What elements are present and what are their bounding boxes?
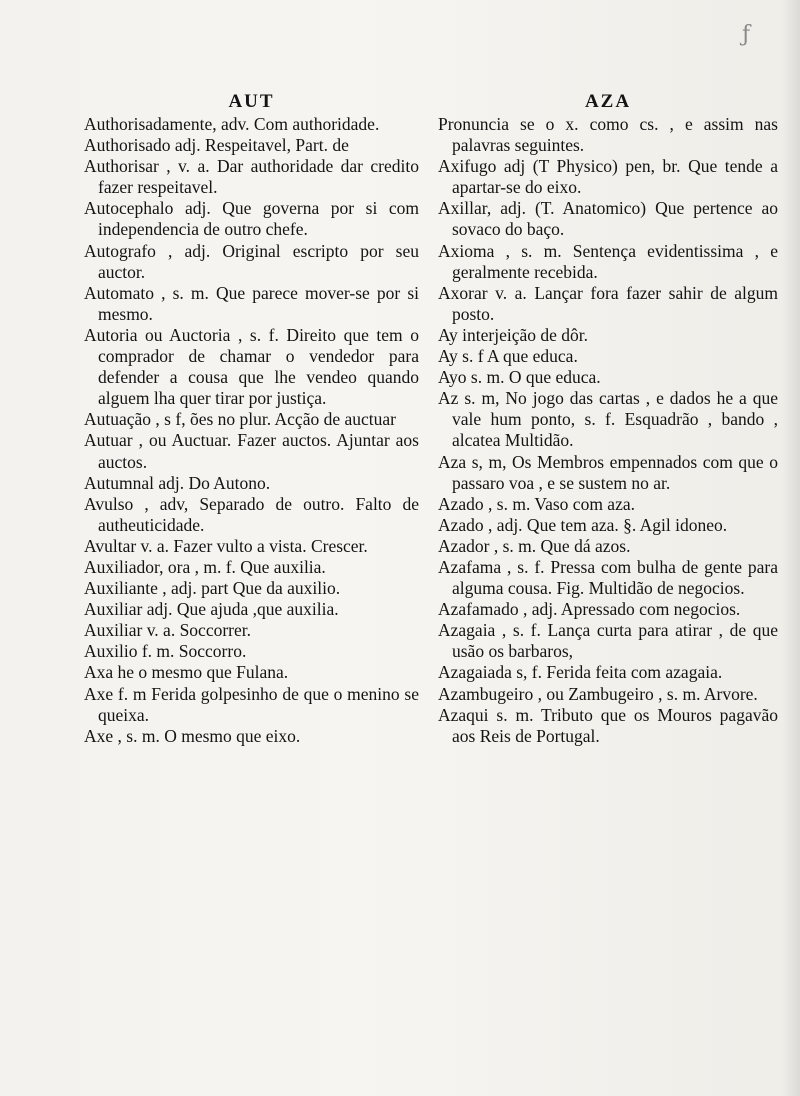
dictionary-entry: Azador , s. m. Que dá azos.	[438, 535, 631, 556]
dictionary-entry: Azambugeiro , ou Zambugeiro , s. m. Arvore.	[438, 683, 758, 704]
dictionary-entry: Azado , s. m. Vaso com aza.	[438, 493, 635, 514]
dictionary-entry: Ay interjeição de dôr.	[438, 324, 589, 345]
dictionary-entry: Ay s. f A que educa.	[438, 346, 578, 367]
dictionary-entry: Axorar v. a. Lançar fora fazer sahir de algum posto.	[438, 282, 778, 324]
dictionary-entry: Axe , s. m. O mesmo que eixo.	[84, 725, 301, 746]
dictionary-entry: Azafamado , adj. Apressado com negocios.	[438, 599, 741, 620]
dictionary-entry: Ayo s. m. O que educa.	[438, 367, 601, 388]
right-column	[438, 90, 778, 747]
dictionary-entry: Az s. m, No jogo das cartas , e dados he a que vale hum ponto, s. f. Esquadrão , bando , alcatea Multidão.	[438, 388, 778, 451]
dictionary-entry: Axa he o mesmo que Fulana.	[84, 662, 289, 683]
right-column-header: AZA	[584, 91, 632, 112]
dictionary-entry: Axe f. m Ferida golpesinho de que o menino se queixa.	[84, 683, 419, 725]
dictionary-entry: Avultar v. a. Fazer vulto a vista. Crescer.	[84, 535, 368, 556]
dictionary-entry: Autuação , s f, ões no plur. Acção de auctuar	[84, 409, 396, 430]
dictionary-entry: Auxiliante , adj. part Que da auxilio.	[84, 578, 341, 599]
dictionary-entry: Aza s, m, Os Membros empennados com que o passaro voa , e se sustem no ar.	[438, 451, 778, 493]
dictionary-entry: Autuar , ou Auctuar. Fazer auctos. Ajuntar aos auctos.	[84, 430, 419, 472]
left-column	[84, 90, 419, 747]
dictionary-entry: Auxiliar v. a. Soccorrer.	[84, 620, 252, 641]
dictionary-entry: Axillar, adj. (T. Anatomico) Que pertence ao sovaco do baço.	[438, 198, 778, 240]
dictionary-entry: Avulso , adv, Separado de outro. Falto de autheuticidade.	[84, 493, 419, 535]
page-edge-shadow	[782, 0, 800, 1096]
dictionary-entry: Axifugo adj (T Physico) pen, br. Que tende a apartar-se do eixo.	[438, 156, 778, 198]
margin-mark: ƒ	[742, 22, 751, 47]
dictionary-entry: Auxiliador, ora , m. f. Que auxilia.	[84, 556, 326, 577]
dictionary-entry: Authorisado adj. Respeitavel, Part. de	[84, 135, 349, 156]
dictionary-entry: Auxiliar adj. Que ajuda ,que auxilia.	[84, 599, 339, 620]
dictionary-entry: Authorisar , v. a. Dar authoridade dar credito fazer respeitavel.	[84, 156, 419, 198]
dictionary-entry: Autografo , adj. Original escripto por seu auctor.	[84, 240, 419, 282]
dictionary-entry: Auxilio f. m. Soccorro.	[84, 641, 247, 662]
dictionary-entry: Autumnal adj. Do Autono.	[84, 472, 271, 493]
dictionary-entry: Autoria ou Auctoria , s. f. Direito que tem o comprador de chamar o vendedor para defender a cousa que lhe vendeo quando alguem lha quer tirar por justiça.	[84, 324, 419, 409]
left-column-header: AUT	[228, 91, 275, 112]
dictionary-entry: Authorisadamente, adv. Com authoridade.	[84, 114, 380, 134]
dictionary-entry: Pronuncia se o x. como cs. , e assim nas palavras seguintes.	[438, 114, 778, 156]
dictionary-entry: Azafama , s. f. Pressa com bulha de gente para alguma cousa. Fig. Multidão de negocios.	[438, 556, 778, 599]
dictionary-entry: Azagaiada s, f. Ferida feita com azagaia.	[438, 662, 723, 683]
dictionary-entry: Azado , adj. Que tem aza. §. Agil idoneo.	[438, 514, 728, 535]
dictionary-entry: Azaqui s. m. Tributo que os Mouros pagavão aos Reis de Portugal.	[438, 704, 778, 746]
dictionary-entry: Axioma , s. m. Sentença evidentissima , e geralmente recebida.	[438, 240, 778, 282]
dictionary-entry: Azagaia , s. f. Lança curta para atirar , de que usão os barbaros,	[438, 620, 778, 662]
dictionary-entry: Automato , s. m. Que parece mover-se por si mesmo.	[84, 282, 419, 324]
dictionary-entry: Autocephalo adj. Que governa por si com independencia de outro chefe.	[84, 198, 419, 240]
